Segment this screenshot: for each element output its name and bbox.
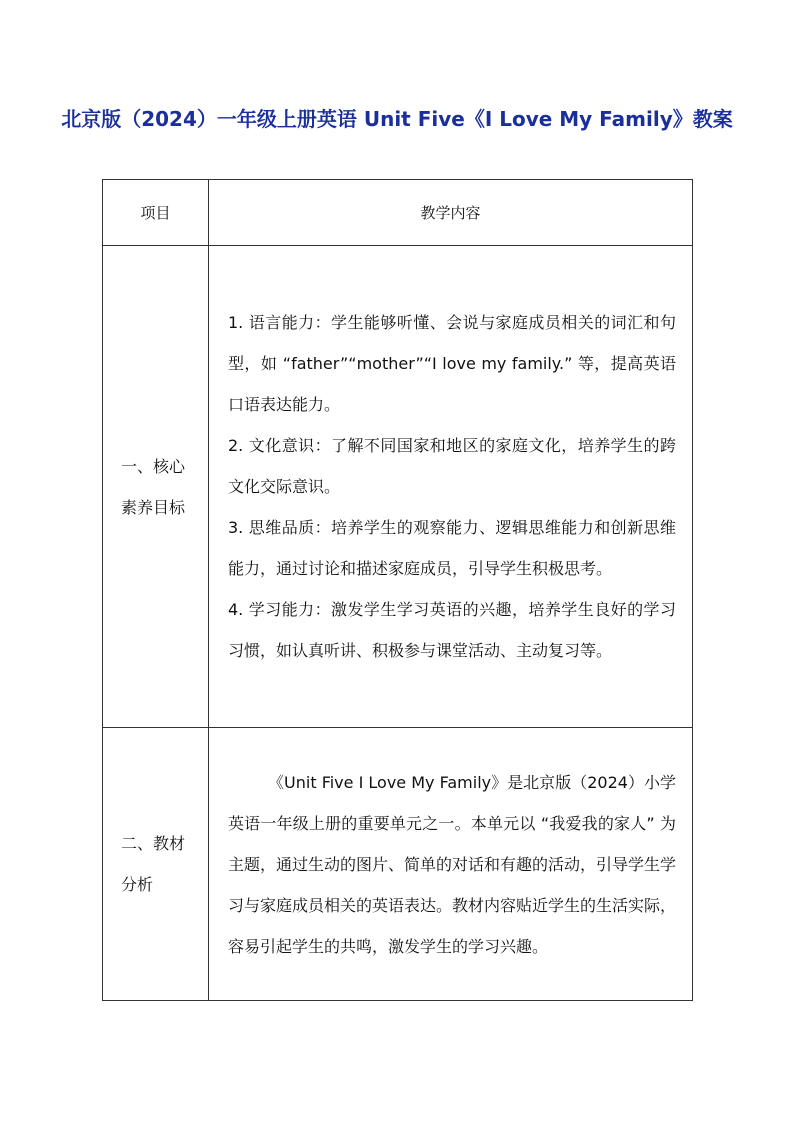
goal-learning: 4. 学习能力：激发学生学习英语的兴趣，培养学生良好的学习习惯，如认真听讲、积极参与课堂活动、主动复习等。 — [228, 600, 676, 660]
table-header-row — [103, 180, 693, 246]
goal-thinking: 3. 思维品质：培养学生的观察能力、逻辑思维能力和创新思维能力，通过讨论和描述家庭成员，引导学生积极思考。 — [228, 518, 676, 578]
goal-culture: 2. 文化意识：了解不同国家和地区的家庭文化，培养学生的跨文化交际意识。 — [228, 436, 676, 496]
textbook-analysis-text: 《Unit Five I Love My Family》是北京版（2024）小学英语一年级上册的重要单元之一。本单元以 “我爱我的家人” 为主题，通过生动的图片、简单的对话和有趣的活动，引导学生学习与家庭成员相关的英语表达。教材内容贴近学生的生活实际，容易引起学生的共鸣，激发学生的学习兴趣。 — [228, 772, 677, 956]
row-label-textbook-analysis: 二、教材分析 — [103, 728, 209, 1001]
header-content: 教学内容 — [209, 180, 693, 246]
lesson-plan-table — [102, 179, 693, 1001]
core-goals-content — [209, 246, 693, 728]
goal-list — [228, 302, 676, 671]
textbook-analysis-content — [209, 728, 693, 1001]
table-row-textbook-analysis — [103, 728, 693, 1001]
page-title: 北京版（2024）一年级上册英语 Unit Five《I Love My Family》教案 — [61, 107, 733, 131]
header-item: 项目 — [103, 180, 209, 246]
table-row-core-goals — [103, 246, 693, 728]
row-label-core-goals: 一、核心素养目标 — [103, 246, 209, 728]
goal-language: 1. 语言能力：学生能够听懂、会说与家庭成员相关的词汇和句型，如 “father”“mother”“I love my family.” 等，提高英语口语表达能力。 — [228, 313, 676, 414]
